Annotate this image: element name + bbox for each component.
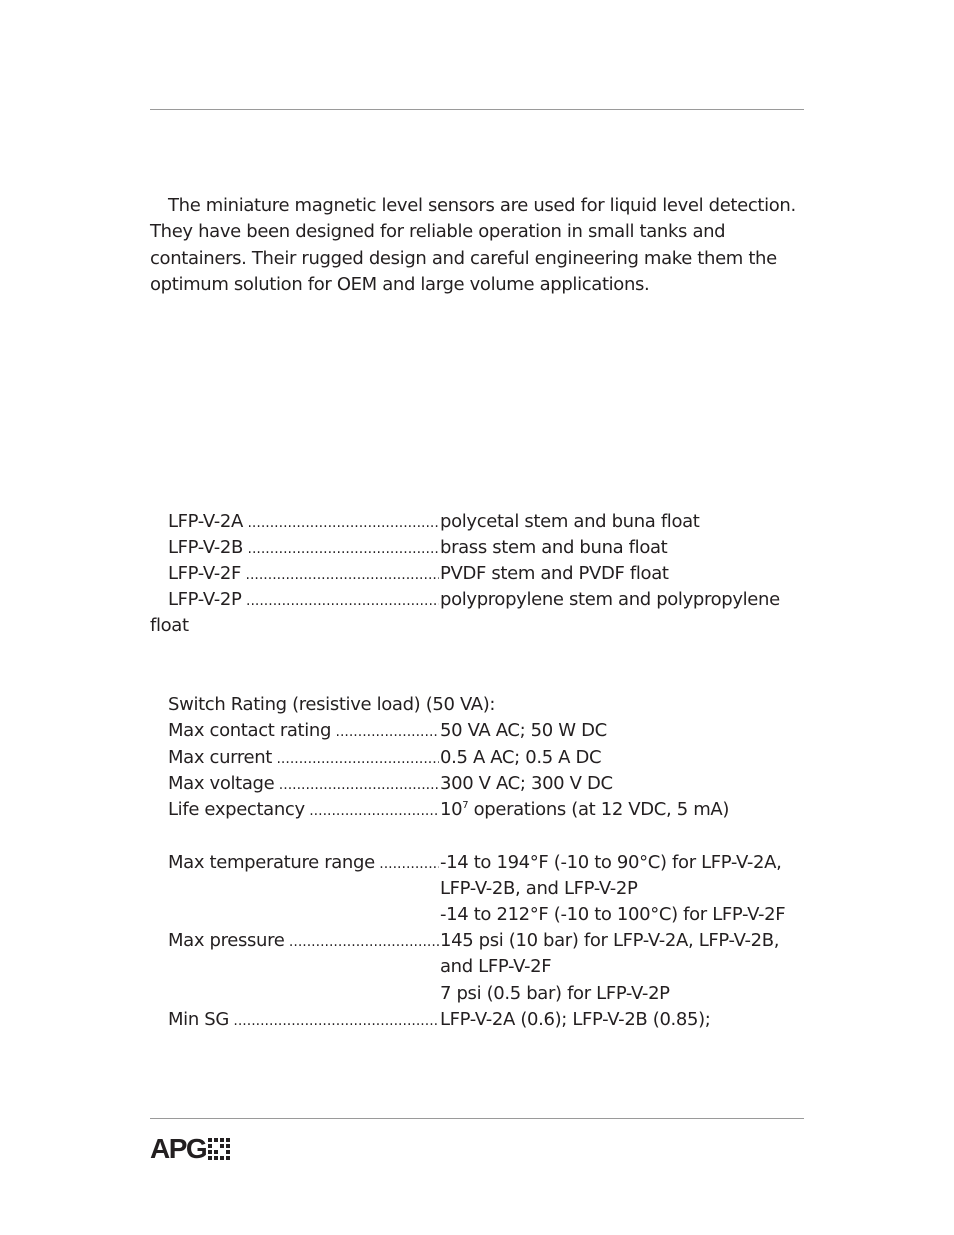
spec-label: Max pressure .....: [168, 928, 439, 955]
footer-rule: [150, 1118, 804, 1119]
spec-value: 0.5 A AC; 0.5 A DC: [440, 747, 602, 768]
spec-row-pressure-cont: [168, 981, 808, 1007]
spec-value: 300 V AC; 300 V DC: [440, 773, 613, 794]
life-base: 10: [440, 799, 463, 820]
spec-value: -14 to 212°F (-10 to 100°C) for LFP-V-2F: [440, 904, 786, 925]
spec-row-pressure-cont: [168, 954, 808, 980]
model-label: LFP-V-2P .....: [168, 587, 439, 614]
spec-label: Max contact rating .....: [168, 718, 439, 745]
spec-row-life-expectancy: [168, 797, 808, 823]
model-row: [168, 561, 808, 587]
spec-row-temperature-cont: [168, 876, 808, 902]
spec-row-max-voltage: [168, 771, 808, 797]
spec-row-pressure: [168, 928, 808, 954]
model-description-continuation: float: [150, 615, 189, 636]
model-description: polypropylene stem and polypropylene: [440, 589, 780, 610]
model-row: [168, 535, 808, 561]
spec-label: Max voltage .....: [168, 771, 439, 798]
spec-row-min-sg: [168, 1007, 808, 1033]
apg-logo: [150, 1133, 230, 1164]
spec-row-temperature-cont: [168, 902, 808, 928]
header-rule: [150, 109, 804, 110]
spec-label: Life expectancy .....: [168, 797, 439, 824]
model-description: PVDF stem and PVDF float: [440, 563, 669, 584]
spec-row-max-contact: [168, 718, 808, 744]
model-row: [168, 509, 808, 535]
spec-value: -14 to 194°F (-10 to 90°C) for LFP-V-2A,: [440, 852, 782, 873]
spec-value: LFP-V-2B, and LFP-V-2P: [440, 878, 638, 899]
spec-value: 145 psi (10 bar) for LFP-V-2A, LFP-V-2B,: [440, 930, 780, 951]
model-description: brass stem and buna float: [440, 537, 668, 558]
logo-text: APG: [150, 1133, 207, 1164]
spec-row-max-current: [168, 745, 808, 771]
spec-value: LFP-V-2A (0.6); LFP-V-2B (0.85);: [440, 1009, 711, 1030]
spec-label: Max current .....: [168, 745, 439, 772]
spec-value: [440, 797, 729, 823]
spec-row-temperature: [168, 850, 808, 876]
model-label: LFP-V-2A .....: [168, 509, 439, 536]
model-label: LFP-V-2F .....: [168, 561, 439, 588]
spec-label: Min SG .....: [168, 1007, 439, 1034]
life-exponent: 7: [462, 800, 469, 811]
model-label: LFP-V-2B .....: [168, 535, 439, 562]
spec-value: and LFP-V-2F: [440, 956, 552, 977]
spec-label: Max temperature range .....: [168, 850, 439, 877]
switch-rating-heading: Switch Rating (resistive load) (50 VA):: [168, 694, 496, 715]
intro-paragraph: The miniature magnetic level sensors are used for liquid level detection. They have been designed for reliable operation in small tanks and containers. Their rugged design and careful engineering make them the optimum solution for OEM and large volume applications.: [150, 195, 796, 295]
apg-dot-mark-icon: [208, 1138, 230, 1160]
model-description: polycetal stem and buna float: [440, 511, 700, 532]
spec-value: 50 VA AC; 50 W DC: [440, 720, 607, 741]
model-row: [168, 587, 808, 613]
life-rest: operations (at 12 VDC, 5 mA): [468, 799, 730, 820]
spec-value: 7 psi (0.5 bar) for LFP-V-2P: [440, 983, 670, 1004]
